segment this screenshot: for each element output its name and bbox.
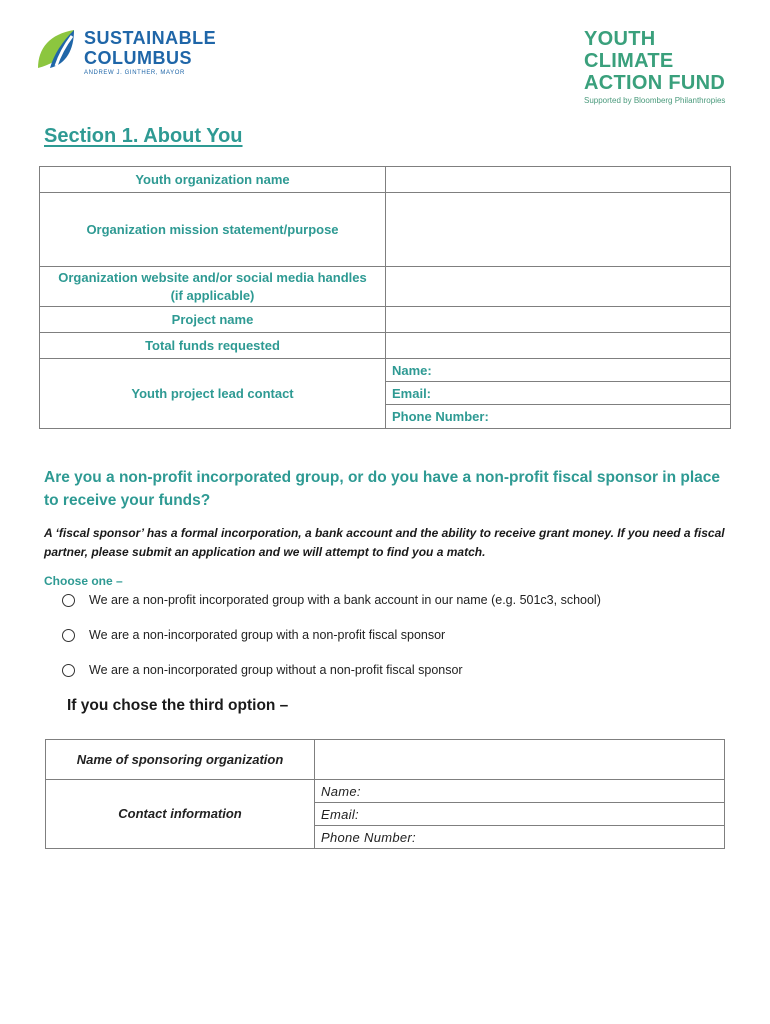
lead-name-field[interactable]: Name: — [386, 359, 731, 382]
logo-line-1: SUSTAINABLE — [84, 28, 217, 48]
option-incorporated[interactable] — [62, 590, 601, 610]
website-field[interactable] — [386, 267, 731, 307]
radio-icon[interactable] — [62, 664, 75, 677]
radio-icon[interactable] — [62, 594, 75, 607]
option-label: We are a non-incorporated group without a non-profit fiscal sponsor — [89, 663, 463, 677]
sponsor-name-field[interactable] — [315, 740, 725, 780]
row-label: Organization website and/or social media handles (if applicable) — [40, 267, 386, 307]
row-label: Youth organization name — [40, 167, 386, 193]
youth-climate-action-fund-logo — [584, 28, 734, 107]
project-name-field[interactable] — [386, 307, 731, 333]
table-row — [40, 359, 731, 382]
ycaf-line-1: YOUTH CLIMATE — [584, 28, 674, 72]
lead-email-field[interactable]: Email: — [386, 382, 731, 405]
leaf-logo-icon — [36, 28, 76, 72]
row-label: Contact information — [46, 780, 315, 849]
org-name-field[interactable] — [386, 167, 731, 193]
option-without-sponsor[interactable] — [62, 660, 463, 680]
choose-one-label: Choose one – — [44, 574, 123, 588]
row-label: Organization mission statement/purpose — [40, 193, 386, 267]
third-option-heading: If you chose the third option – — [67, 697, 289, 714]
about-you-table — [39, 166, 731, 429]
table-row — [40, 167, 731, 193]
fiscal-question: Are you a non-profit incorporated group, or do you have a non-profit fiscal sponsor in place to receive your funds? — [44, 469, 721, 509]
sponsor-contact-phone-field[interactable]: Phone Number: — [315, 826, 725, 849]
section-title: Section 1. About You — [44, 125, 243, 147]
table-row — [40, 267, 731, 307]
row-label: Youth project lead contact — [40, 359, 386, 429]
lead-phone-field[interactable]: Phone Number: — [386, 405, 731, 429]
table-row — [40, 193, 731, 267]
option-label: We are a non-incorporated group with a non-profit fiscal sponsor — [89, 628, 446, 642]
row-label: Name of sponsoring organization — [46, 740, 315, 780]
table-row — [46, 740, 725, 780]
table-row — [40, 333, 731, 359]
logo-line-2: COLUMBUS — [84, 48, 192, 68]
row-label: Total funds requested — [40, 333, 386, 359]
ycaf-subtitle: Supported by Bloomberg Philanthropies — [584, 96, 726, 105]
option-label: We are a non-profit incorporated group with a bank account in our name (e.g. 501c3, school) — [89, 593, 601, 607]
sustainable-columbus-logo — [36, 28, 236, 76]
table-row — [40, 307, 731, 333]
option-with-sponsor[interactable] — [62, 625, 445, 645]
fiscal-sponsor-note: A ‘fiscal sponsor’ has a formal incorporation, a bank account and the ability to receive grant money. If you need a fiscal partner, please submit an application and we will attempt to find you a match. — [44, 526, 725, 559]
mission-field[interactable] — [386, 193, 731, 267]
sponsor-contact-email-field[interactable]: Email: — [315, 803, 725, 826]
ycaf-line-2: ACTION FUND — [584, 72, 726, 94]
row-label: Project name — [40, 307, 386, 333]
table-row — [46, 780, 725, 803]
radio-icon[interactable] — [62, 629, 75, 642]
sponsor-table — [45, 739, 725, 849]
funds-field[interactable] — [386, 333, 731, 359]
logo-subtitle: ANDREW J. GINTHER, MAYOR — [84, 70, 185, 76]
sponsor-contact-name-field[interactable]: Name: — [315, 780, 725, 803]
